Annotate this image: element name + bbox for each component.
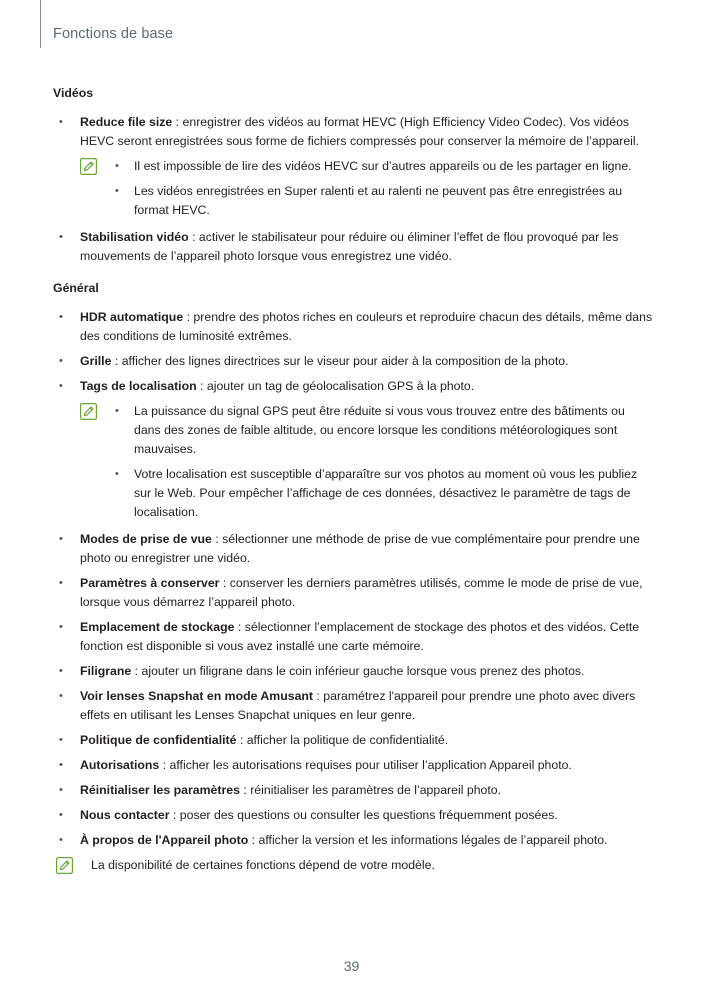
item-term: Voir lenses Snapshat en mode Amusant [80, 689, 314, 703]
note-pencil-icon [80, 403, 97, 420]
list-item [53, 662, 653, 681]
note-text: Votre localisation est susceptible d’apparaître sur vos photos au moment où vous les publiez sur le Web. Pour empêcher l’affichage de ces données, désactivez le paramètre de tags de localisation. [134, 467, 638, 519]
item-term: Reduce file size [80, 115, 173, 129]
note-pencil-icon [56, 857, 73, 874]
item-term: Stabilisation vidéo [80, 230, 189, 244]
bullet-dot: • [59, 355, 63, 367]
item-term: Filigrane [80, 664, 132, 678]
item-term: Modes de prise de vue [80, 532, 212, 546]
list-item [53, 308, 653, 346]
item-text: : paramétrez l'appareil pour prendre une photo avec divers effets en utilisant les Lenses Snapchat uniques en leur genre. [80, 689, 636, 722]
note-item [107, 465, 653, 522]
note-text: La puissance du signal GPS peut être réduite si vous vous trouvez entre des bâtiments ou dans des zones de faible altitude, ou encore lorsque les conditions météorologiques sont mauvaises. [134, 404, 625, 456]
list-item [53, 352, 653, 371]
note-box [80, 157, 653, 220]
list-item [53, 806, 653, 825]
item-term: Autorisations [80, 758, 160, 772]
item-term: HDR automatique [80, 310, 184, 324]
list-item [53, 731, 653, 750]
bullet-dot: • [115, 468, 119, 480]
item-text: : afficher la version et les informations légales de l’appareil photo. [248, 833, 608, 847]
bullet-dot: • [59, 231, 63, 243]
list-item [53, 618, 653, 656]
final-note-text: La disponibilité de certaines fonctions dépend de votre modèle. [91, 858, 435, 872]
item-text: : prendre des photos riches en couleurs et reproduire chacun des détails, même dans des conditions de luminosité extrêmes. [80, 310, 653, 343]
bullet-dot: • [115, 405, 119, 417]
item-term: Paramètres à conserver [80, 576, 220, 590]
list-item [53, 756, 653, 775]
bullet-dot: • [59, 116, 63, 128]
main-content [53, 84, 653, 875]
section-heading-videos: Vidéos [53, 86, 94, 100]
bullet-dot: • [115, 160, 119, 172]
list-item [53, 781, 653, 800]
section-heading-general: Général [53, 281, 99, 295]
list-item [53, 530, 653, 568]
item-text: : sélectionner une méthode de prise de vue complémentaire pour prendre une photo ou enregistrer une vidéo. [80, 532, 640, 565]
list-item [53, 687, 653, 725]
item-term: À propos de l'Appareil photo [80, 833, 249, 847]
item-text: : afficher la politique de confidentialité. [236, 733, 449, 747]
list-item [53, 831, 653, 850]
bullet-dot: • [59, 533, 63, 545]
note-text: Les vidéos enregistrées en Super ralenti et au ralenti ne peuvent pas être enregistrées au format HEVC. [134, 184, 623, 217]
page-number: 39 [343, 958, 360, 974]
item-text: : enregistrer des vidéos au format HEVC (High Efficiency Video Codec). Vos vidéos HEVC seront enregistrées sous forme de fichiers compressés pour conserver la mémoire de l’appareil. [80, 115, 640, 148]
list-item [53, 228, 653, 266]
note-item [107, 182, 653, 220]
page-header-title: Fonctions de base [53, 26, 174, 42]
item-term: Politique de confidentialité [80, 733, 237, 747]
list-item [53, 377, 653, 396]
bullet-dot: • [59, 734, 63, 746]
note-text: Il est impossible de lire des vidéos HEVC sur d’autres appareils ou de les partager en ligne. [134, 159, 632, 173]
bullet-dot: • [59, 577, 63, 589]
item-text: : ajouter un filigrane dans le coin inférieur gauche lorsque vous prenez des photos. [131, 664, 585, 678]
item-text: : poser des questions ou consulter les questions fréquemment posées. [169, 808, 558, 822]
item-text: : afficher des lignes directrices sur le viseur pour aider à la composition de la photo. [111, 354, 569, 368]
bullet-dot: • [59, 784, 63, 796]
item-term: Tags de localisation [80, 379, 197, 393]
list-item [53, 113, 653, 151]
note-item [107, 402, 653, 459]
bullet-dot: • [59, 311, 63, 323]
note-box [80, 402, 653, 522]
bullet-dot: • [59, 690, 63, 702]
item-term: Réinitialiser les paramètres [80, 783, 240, 797]
item-text: : réinitialiser les paramètres de l’appareil photo. [239, 783, 502, 797]
item-term: Grille [80, 354, 112, 368]
item-text: : activer le stabilisateur pour réduire ou éliminer l’effet de flou provoqué par les mouvements de l’appareil photo lorsque vous enregistrez une vidéo. [80, 230, 619, 263]
final-note [53, 856, 653, 875]
bullet-dot: • [59, 809, 63, 821]
item-text: : conserver les derniers paramètres utilisés, comme le mode de prise de vue, lorsque vous démarrez l’appareil photo. [80, 576, 643, 609]
item-term: Nous contacter [80, 808, 170, 822]
note-pencil-icon [80, 158, 97, 175]
bullet-dot: • [115, 185, 119, 197]
bullet-dot: • [59, 665, 63, 677]
item-text: : ajouter un tag de géolocalisation GPS à la photo. [196, 379, 475, 393]
item-text: : afficher les autorisations requises pour utiliser l’application Appareil photo. [159, 758, 572, 772]
list-item [53, 574, 653, 612]
bullet-dot: • [59, 759, 63, 771]
note-item [107, 157, 653, 176]
bullet-dot: • [59, 380, 63, 392]
item-text: : sélectionner l’emplacement de stockage des photos et des vidéos. Cette fonction est disponible si vous avez installé une carte mémoire. [80, 620, 640, 653]
bullet-dot: • [59, 621, 63, 633]
header-rule [40, 0, 41, 48]
item-term: Emplacement de stockage [80, 620, 235, 634]
bullet-dot: • [59, 834, 63, 846]
